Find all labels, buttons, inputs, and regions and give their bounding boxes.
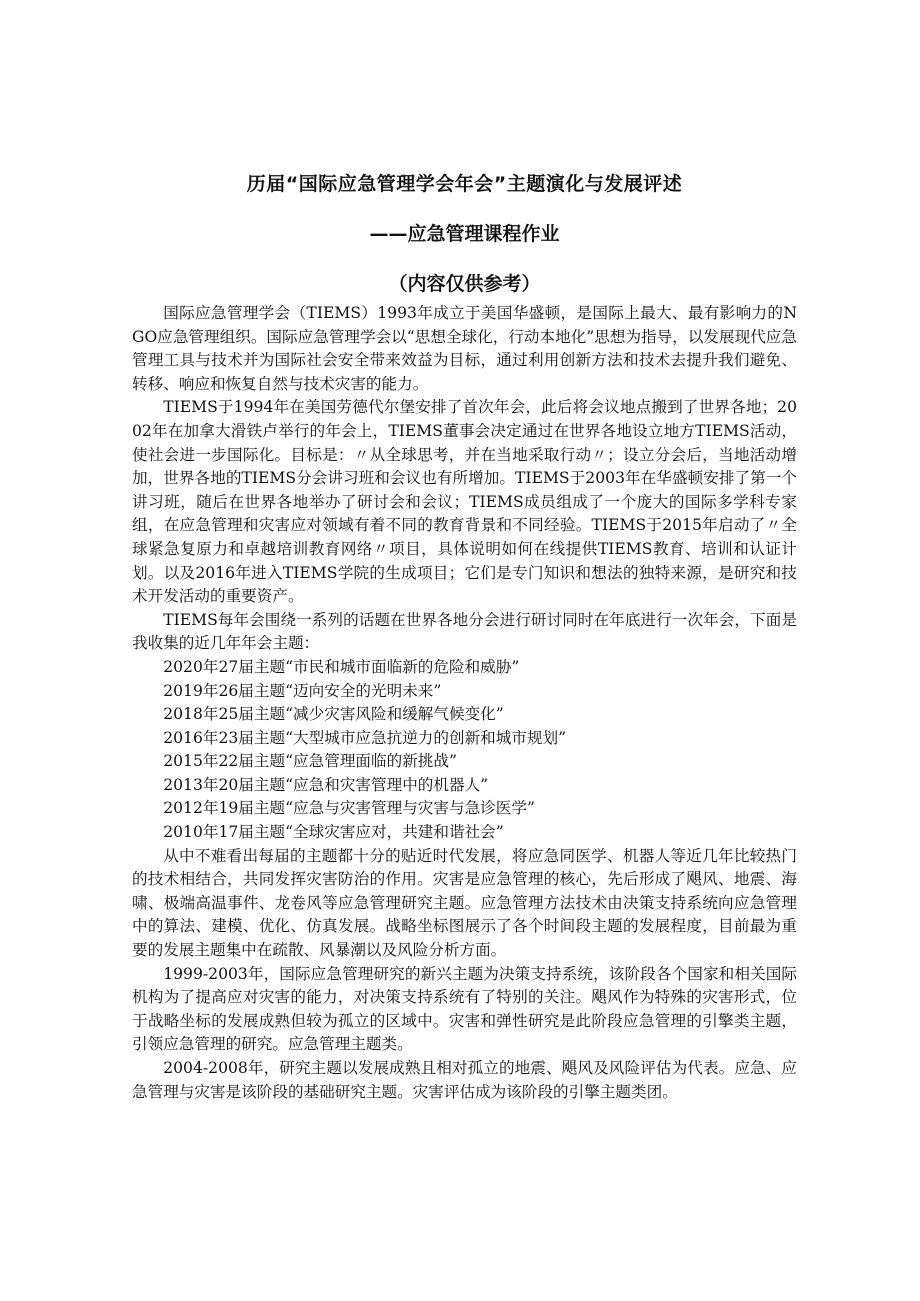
list-item: 2013年20届主题“应急和灾害管理中的机器人” (163, 775, 489, 794)
paragraph-period-2004-2008: 2004-2008年，研究主题以发展成熟且相对孤立的地震、飓风及风险评估为代表。应急、应急管理与灾害是该阶段的基础研究主题。灾害评估成为该阶段的引擎主题类团。 (132, 1059, 797, 1101)
document-body (132, 302, 797, 1104)
list-item: 2010年17届主题“全球灾害应对，共建和谐社会” (163, 823, 504, 842)
document-note: （内容仅供参考） (388, 273, 541, 295)
paragraph-annual-themes-lead: TIEMS每年会围绕一系列的话题在世界各地分会进行研讨同时在年底进行一次年会，下面是我收集的近几年年会主题： (132, 610, 797, 653)
list-item: 2019年26届主题“迈向安全的光明未来” (163, 681, 442, 700)
document-subtitle: ——应急管理课程作业 (369, 223, 560, 245)
annual-theme-list (132, 656, 797, 845)
list-item: 2018年25届主题“减少灾害风险和缓解气候变化” (163, 705, 504, 724)
paragraph-period-1999-2003: 1999-2003年，国际应急管理研究的新兴主题为决策支持系统，该阶段各个国家和相关国际机构为了提高应对灾害的能力，对决策支持系统有了特别的关注。飓风作为特殊的灾害形式，位于战略坐标的发展成熟但较为孤立的区域中。灾害和弹性研究是此阶段应急管理的引擎类主题，引领应急管理的研究。应急管理主题类。 (132, 964, 797, 1054)
paragraph-tiems-history: TIEMS于1994年在美国劳德代尔堡安排了首次年会，此后将会议地点搬到了世界各地；2002年在加拿大滑铁卢举行的年会上，TIEMS董事会决定通过在世界各地设立地方TIEMS活动，使社会进一步国际化。目标是：〃从全球思考，并在当地采取行动〃；设立分会后，当地活动增加，世界各地的TIEMS分会讲习班和会议也有所增加。TIEMS于2003年在华盛顿安排了第一个讲习班，随后在世界各地举办了研讨会和会议；TIEMS成员组成了一个庞大的国际多学科专家组，在应急管理和灾害应对领域有着不同的教育背景和不同经验。TIEMS于2015年启动了〃全球紧急复原力和卓越培训教育网络〃项目，具体说明如何在线提供TIEMS教育、培训和认证计划。以及2016年进入TIEMS学院的生成项目；它们是专门知识和想法的独特来源，是研究和技术开发活动的重要资产。 (132, 398, 797, 606)
paragraph-theme-analysis: 从中不难看出每届的主题都十分的贴近时代发展，将应急同医学、机器人等近几年比较热门的技术相结合，共同发挥灾害防治的作用。灾害是应急管理的核心，先后形成了飓风、地震、海啸、极端高温事件、龙卷风等应急管理研究主题。应急管理方法技术由决策支持系统向应急管理中的算法、建模、优化、仿真发展。战略坐标图展示了各个时间段主题的发展程度，目前最为重要的发展主题集中在疏散、风暴潮以及风险分析方面。 (132, 846, 797, 960)
list-item: 2016年23届主题“大型城市应急抗逆力的创新和城市规划” (163, 728, 567, 747)
list-item: 2015年22届主题“应急管理面临的新挑战” (163, 752, 457, 771)
list-item: 2020年27届主题“市民和城市面临新的危险和威胁” (163, 657, 520, 676)
document-content (132, 166, 797, 1104)
document-title: 历届“国际应急管理学会年会”主题演化与发展评述 (246, 173, 683, 195)
list-item: 2012年19届主题“应急与灾害管理与灾害与急诊医学” (163, 799, 535, 818)
paragraph-intro-tiems: 国际应急管理学会（TIEMS）1993年成立于美国华盛顿，是国际上最大、最有影响力的NGO应急管理组织。国际应急管理学会以“思想全球化，行动本地化”思想为指导，以发展现代应急管理工具与技术并为国际社会安全带来效益为目标，通过利用创新方法和技术去提升我们避免、转移、响应和恢复自然与技术灾害的能力。 (132, 304, 797, 393)
